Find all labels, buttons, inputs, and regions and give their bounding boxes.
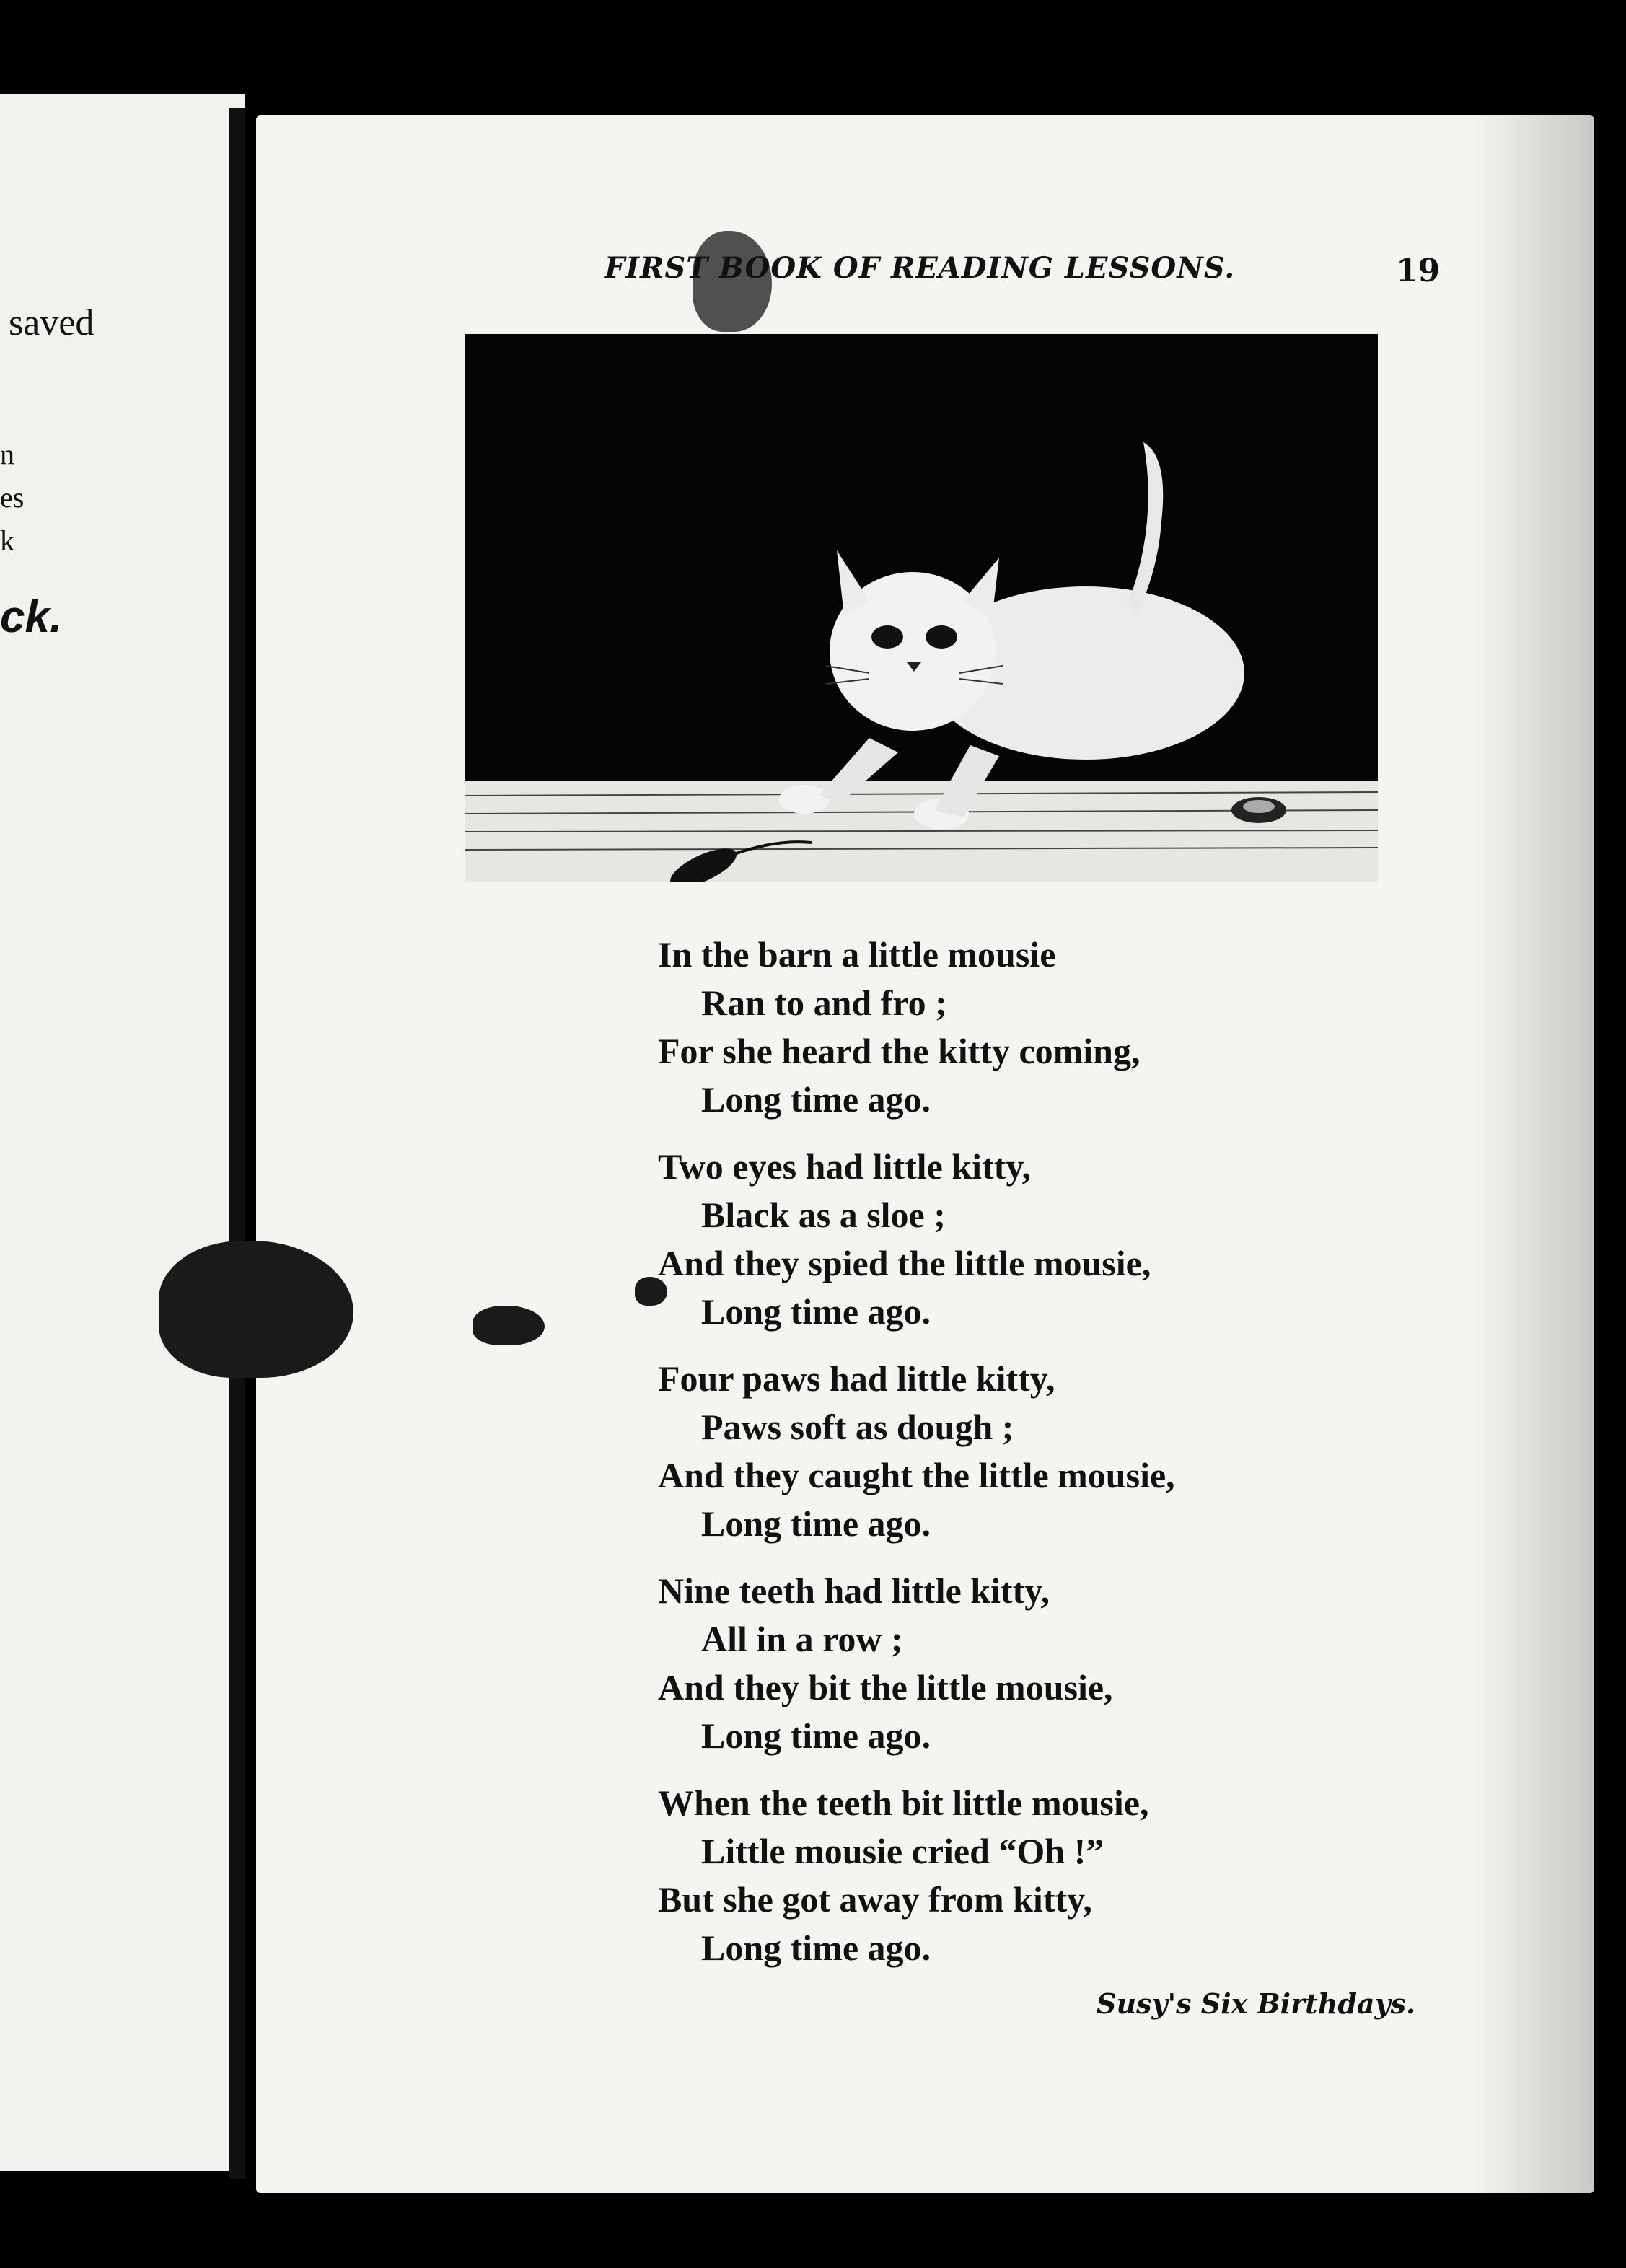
poem-line: Long time ago. [701,1928,931,1968]
poem-line: Four paws had little kitty, [658,1358,1055,1399]
poem-line: But she got away from kitty, [658,1879,1092,1920]
page-number: 19 [1396,252,1441,289]
stanza [658,1355,1175,1548]
source-attribution: Susy's Six Birthdays. [1097,1987,1416,2020]
poem-line: Paws soft as dough ; [701,1407,1014,1447]
poem-line: Long time ago. [701,1291,931,1332]
poem-line: And they bit the little mousie, [658,1667,1113,1707]
page-edge-shadow [1472,115,1594,2193]
left-page-fragment: es [0,481,25,514]
poem-line: When the teeth bit little mousie, [658,1783,1149,1823]
book-gutter [229,108,245,2179]
stanza [658,1567,1175,1760]
stanza [658,1143,1175,1336]
stanza [658,931,1175,1124]
left-page-fragment: ck. [0,592,63,642]
left-page-fragment: n [0,438,14,470]
left-page-fragment: k [0,524,14,557]
poem-line: Long time ago. [701,1079,931,1120]
poem-line: And they spied the little mousie, [658,1243,1151,1283]
poem-line: And they caught the little mousie, [658,1455,1175,1495]
ink-stain [473,1306,545,1345]
poem [658,931,1175,1991]
poem-line: Long time ago. [701,1715,931,1756]
poem-line: Little mousie cried “Oh !” [701,1831,1104,1871]
poem-line: Ran to and fro ; [701,983,947,1023]
left-page [0,94,245,2171]
poem-line: All in a row ; [701,1619,903,1659]
left-page-fragment: saved [9,302,95,343]
kitten-and-mouse-engraving [465,334,1378,882]
poem-line: For she heard the kitty coming, [658,1031,1141,1071]
poem-line: Nine teeth had little kitty, [658,1570,1050,1611]
running-header: FIRST BOOK OF READING LESSONS. [605,251,1236,285]
poem-line: Black as a sloe ; [701,1195,946,1235]
poem-line: In the barn a little mousie [658,934,1056,975]
poem-line: Long time ago. [701,1503,931,1544]
poem-line: Two eyes had little kitty, [658,1146,1032,1187]
stanza [658,1779,1175,1972]
